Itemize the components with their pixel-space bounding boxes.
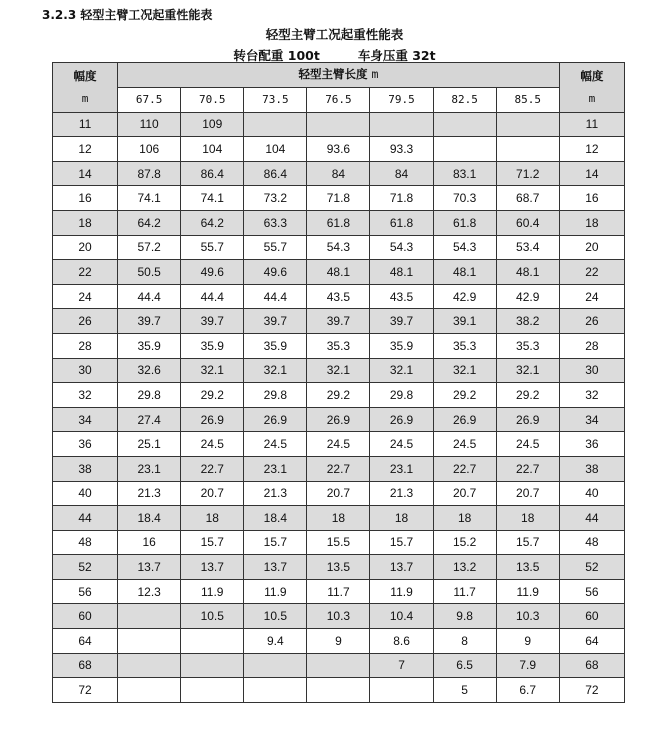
capacity-cell: 22.7	[181, 456, 244, 481]
capacity-cell: 18	[370, 506, 433, 531]
counterweight-label: 转台配重 100t	[233, 48, 320, 63]
table-row	[53, 210, 625, 235]
radius-cell-left: 12	[53, 137, 118, 162]
boom-length-group-header	[118, 63, 560, 88]
boom-length-header: 70.5	[181, 88, 244, 113]
capacity-cell: 24.5	[370, 432, 433, 457]
radius-cell-left: 20	[53, 235, 118, 260]
capacity-cell: 18.4	[244, 506, 307, 531]
table-row	[53, 235, 625, 260]
capacity-cell: 57.2	[118, 235, 181, 260]
capacity-cell: 71.2	[496, 161, 559, 186]
capacity-cell: 23.1	[370, 456, 433, 481]
table-title-block	[0, 26, 669, 65]
capacity-cell: 18	[496, 506, 559, 531]
radius-unit-label: m	[588, 91, 596, 105]
capacity-cell: 18	[307, 506, 370, 531]
radius-cell-left: 72	[53, 678, 118, 703]
radius-cell-right: 12	[559, 137, 624, 162]
table-row	[53, 481, 625, 506]
table-row	[53, 456, 625, 481]
capacity-cell: 8	[433, 629, 496, 654]
radius-cell-left: 22	[53, 260, 118, 285]
radius-header-right	[559, 63, 624, 113]
table-row	[53, 432, 625, 457]
table-row	[53, 161, 625, 186]
capacity-cell: 21.3	[118, 481, 181, 506]
radius-cell-left: 14	[53, 161, 118, 186]
capacity-cell: 22.7	[496, 456, 559, 481]
radius-cell-left: 40	[53, 481, 118, 506]
capacity-cell	[496, 137, 559, 162]
section-heading: 3.2.3 轻型主臂工况起重性能表	[42, 8, 213, 22]
table-row	[53, 407, 625, 432]
capacity-cell: 22.7	[307, 456, 370, 481]
capacity-cell: 71.8	[307, 186, 370, 211]
radius-cell-left: 16	[53, 186, 118, 211]
capacity-cell: 84	[370, 161, 433, 186]
capacity-cell: 18	[433, 506, 496, 531]
radius-cell-right: 11	[559, 112, 624, 137]
radius-cell-right: 18	[559, 210, 624, 235]
radius-cell-right: 16	[559, 186, 624, 211]
capacity-cell: 63.3	[244, 210, 307, 235]
radius-cell-left: 28	[53, 333, 118, 358]
radius-cell-left: 11	[53, 112, 118, 137]
capacity-cell	[244, 678, 307, 703]
radius-cell-left: 18	[53, 210, 118, 235]
capacity-cell: 20.7	[181, 481, 244, 506]
capacity-cell: 29.8	[370, 383, 433, 408]
boom-length-header: 76.5	[307, 88, 370, 113]
table-row	[53, 358, 625, 383]
boom-length-header: 82.5	[433, 88, 496, 113]
capacity-cell	[370, 112, 433, 137]
capacity-cell: 26.9	[181, 407, 244, 432]
capacity-cell: 29.2	[433, 383, 496, 408]
radius-cell-right: 34	[559, 407, 624, 432]
capacity-cell: 39.7	[244, 309, 307, 334]
capacity-cell: 35.9	[181, 333, 244, 358]
radius-cell-right: 60	[559, 604, 624, 629]
radius-cell-right: 22	[559, 260, 624, 285]
radius-cell-left: 48	[53, 530, 118, 555]
radius-cell-right: 24	[559, 284, 624, 309]
radius-cell-right: 14	[559, 161, 624, 186]
capacity-cell	[181, 629, 244, 654]
capacity-cell: 23.1	[118, 456, 181, 481]
boom-length-header: 79.5	[370, 88, 433, 113]
capacity-cell: 26.9	[496, 407, 559, 432]
capacity-cell: 55.7	[181, 235, 244, 260]
capacity-cell: 26.9	[433, 407, 496, 432]
capacity-cell: 48.1	[307, 260, 370, 285]
radius-unit-label: m	[81, 91, 89, 105]
table-row	[53, 555, 625, 580]
capacity-cell: 11.7	[307, 579, 370, 604]
capacity-cell: 20.7	[433, 481, 496, 506]
capacity-cell: 104	[244, 137, 307, 162]
capacity-cell: 10.4	[370, 604, 433, 629]
table-row	[53, 506, 625, 531]
boom-length-group-label: 轻型主臂长度	[298, 67, 368, 82]
capacity-cell: 55.7	[244, 235, 307, 260]
radius-cell-right: 72	[559, 678, 624, 703]
boom-length-header: 67.5	[118, 88, 181, 113]
capacity-cell: 20.7	[307, 481, 370, 506]
capacity-cell: 29.2	[496, 383, 559, 408]
capacity-cell: 84	[307, 161, 370, 186]
capacity-cell: 26.9	[370, 407, 433, 432]
capacity-cell	[496, 112, 559, 137]
capacity-cell: 26.9	[244, 407, 307, 432]
radius-header-left	[53, 63, 118, 113]
radius-cell-left: 64	[53, 629, 118, 654]
capacity-cell: 32.1	[244, 358, 307, 383]
capacity-cell: 15.5	[307, 530, 370, 555]
capacity-cell: 15.7	[496, 530, 559, 555]
capacity-cell: 35.3	[433, 333, 496, 358]
capacity-cell: 49.6	[244, 260, 307, 285]
radius-cell-left: 56	[53, 579, 118, 604]
capacity-cell: 13.7	[118, 555, 181, 580]
capacity-cell: 11.9	[370, 579, 433, 604]
radius-cell-right: 20	[559, 235, 624, 260]
capacity-cell: 9.4	[244, 629, 307, 654]
capacity-cell: 50.5	[118, 260, 181, 285]
radius-cell-left: 38	[53, 456, 118, 481]
radius-cell-right: 30	[559, 358, 624, 383]
capacity-cell: 54.3	[307, 235, 370, 260]
capacity-cell: 61.8	[307, 210, 370, 235]
radius-cell-right: 28	[559, 333, 624, 358]
capacity-cell	[307, 112, 370, 137]
radius-cell-right: 32	[559, 383, 624, 408]
capacity-cell: 93.3	[370, 137, 433, 162]
capacity-cell: 86.4	[244, 161, 307, 186]
capacity-cell: 15.2	[433, 530, 496, 555]
capacity-cell: 13.5	[496, 555, 559, 580]
capacity-cell: 109	[181, 112, 244, 137]
radius-cell-right: 64	[559, 629, 624, 654]
table-row	[53, 678, 625, 703]
capacity-cell: 54.3	[433, 235, 496, 260]
capacity-cell: 9.8	[433, 604, 496, 629]
capacity-cell: 29.8	[244, 383, 307, 408]
capacity-cell: 35.9	[118, 333, 181, 358]
radius-cell-left: 60	[53, 604, 118, 629]
capacity-cell: 13.7	[370, 555, 433, 580]
capacity-cell: 35.9	[370, 333, 433, 358]
capacity-cell: 60.4	[496, 210, 559, 235]
capacity-cell: 93.6	[307, 137, 370, 162]
capacity-cell: 32.1	[433, 358, 496, 383]
capacity-cell: 39.7	[118, 309, 181, 334]
radius-cell-right: 36	[559, 432, 624, 457]
table-row	[53, 112, 625, 137]
capacity-cell: 61.8	[433, 210, 496, 235]
capacity-cell: 70.3	[433, 186, 496, 211]
radius-cell-left: 52	[53, 555, 118, 580]
capacity-cell	[181, 653, 244, 678]
capacity-cell: 7	[370, 653, 433, 678]
radius-cell-right: 52	[559, 555, 624, 580]
capacity-cell: 7.9	[496, 653, 559, 678]
capacity-cell: 61.8	[370, 210, 433, 235]
capacity-cell: 8.6	[370, 629, 433, 654]
capacity-cell: 110	[118, 112, 181, 137]
capacity-cell: 15.7	[244, 530, 307, 555]
capacity-cell: 25.1	[118, 432, 181, 457]
capacity-cell: 64.2	[118, 210, 181, 235]
radius-cell-right: 56	[559, 579, 624, 604]
capacity-cell	[118, 653, 181, 678]
capacity-cell: 13.7	[181, 555, 244, 580]
capacity-cell: 64.2	[181, 210, 244, 235]
capacity-cell: 35.9	[244, 333, 307, 358]
radius-cell-left: 36	[53, 432, 118, 457]
capacity-cell: 32.1	[496, 358, 559, 383]
radius-cell-right: 44	[559, 506, 624, 531]
boom-length-header: 73.5	[244, 88, 307, 113]
capacity-cell: 29.2	[307, 383, 370, 408]
radius-header-label: 幅度	[73, 68, 97, 83]
radius-cell-left: 68	[53, 653, 118, 678]
capacity-cell: 20.7	[496, 481, 559, 506]
capacity-cell: 10.5	[181, 604, 244, 629]
table-title: 轻型主臂工况起重性能表	[265, 27, 404, 42]
radius-cell-right: 48	[559, 530, 624, 555]
capacity-cell: 43.5	[370, 284, 433, 309]
capacity-cell: 11.9	[496, 579, 559, 604]
capacity-cell	[244, 653, 307, 678]
capacity-cell: 73.2	[244, 186, 307, 211]
capacity-cell: 68.7	[496, 186, 559, 211]
capacity-cell: 53.4	[496, 235, 559, 260]
capacity-cell	[307, 678, 370, 703]
capacity-cell: 32.1	[307, 358, 370, 383]
capacity-cell: 44.4	[244, 284, 307, 309]
capacity-cell	[370, 678, 433, 703]
capacity-cell: 16	[118, 530, 181, 555]
table-row	[53, 629, 625, 654]
radius-cell-left: 30	[53, 358, 118, 383]
radius-cell-left: 44	[53, 506, 118, 531]
table-row	[53, 653, 625, 678]
capacity-cell: 35.3	[496, 333, 559, 358]
capacity-cell: 48.1	[370, 260, 433, 285]
capacity-cell: 24.5	[244, 432, 307, 457]
capacity-cell	[181, 678, 244, 703]
table-row	[53, 530, 625, 555]
capacity-cell: 48.1	[496, 260, 559, 285]
radius-header-label: 幅度	[580, 68, 604, 83]
table-row	[53, 284, 625, 309]
capacity-cell: 42.9	[433, 284, 496, 309]
capacity-cell: 32.1	[370, 358, 433, 383]
capacity-cell: 83.1	[433, 161, 496, 186]
radius-cell-right: 68	[559, 653, 624, 678]
capacity-cell: 44.4	[118, 284, 181, 309]
capacity-cell: 39.7	[307, 309, 370, 334]
capacity-cell: 24.5	[307, 432, 370, 457]
capacity-cell: 49.6	[181, 260, 244, 285]
capacity-cell: 13.2	[433, 555, 496, 580]
capacity-cell: 18	[181, 506, 244, 531]
capacity-cell: 32.1	[181, 358, 244, 383]
capacity-cell: 6.5	[433, 653, 496, 678]
capacity-cell: 11.9	[181, 579, 244, 604]
capacity-cell	[118, 629, 181, 654]
table-row	[53, 604, 625, 629]
radius-cell-right: 40	[559, 481, 624, 506]
capacity-cell: 39.1	[433, 309, 496, 334]
capacity-cell: 24.5	[181, 432, 244, 457]
capacity-cell: 86.4	[181, 161, 244, 186]
capacity-cell: 24.5	[496, 432, 559, 457]
capacity-cell: 44.4	[181, 284, 244, 309]
capacity-cell: 24.5	[433, 432, 496, 457]
capacity-cell: 38.2	[496, 309, 559, 334]
capacity-cell: 9	[307, 629, 370, 654]
capacity-cell: 54.3	[370, 235, 433, 260]
capacity-cell	[118, 604, 181, 629]
capacity-cell: 104	[181, 137, 244, 162]
capacity-cell: 27.4	[118, 407, 181, 432]
capacity-cell	[307, 653, 370, 678]
table-row	[53, 186, 625, 211]
capacity-cell: 21.3	[370, 481, 433, 506]
capacity-cell: 43.5	[307, 284, 370, 309]
table-row	[53, 383, 625, 408]
capacity-cell: 35.3	[307, 333, 370, 358]
capacity-cell: 39.7	[370, 309, 433, 334]
boom-length-unit: m	[371, 67, 379, 82]
capacity-cell: 29.8	[118, 383, 181, 408]
radius-cell-left: 34	[53, 407, 118, 432]
capacity-cell: 12.3	[118, 579, 181, 604]
boom-length-header: 85.5	[496, 88, 559, 113]
body-load-label: 车身压重 32t	[357, 48, 436, 63]
capacity-cell: 21.3	[244, 481, 307, 506]
capacity-cell: 106	[118, 137, 181, 162]
capacity-cell: 10.3	[307, 604, 370, 629]
table-header	[53, 63, 625, 113]
table-row	[53, 579, 625, 604]
radius-cell-right: 38	[559, 456, 624, 481]
capacity-cell: 11.7	[433, 579, 496, 604]
capacity-cell: 13.5	[307, 555, 370, 580]
capacity-cell: 15.7	[370, 530, 433, 555]
radius-cell-left: 24	[53, 284, 118, 309]
table-row	[53, 309, 625, 334]
table-body	[53, 112, 625, 702]
radius-cell-left: 26	[53, 309, 118, 334]
capacity-cell: 22.7	[433, 456, 496, 481]
capacity-cell: 6.7	[496, 678, 559, 703]
capacity-cell: 26.9	[307, 407, 370, 432]
capacity-cell: 42.9	[496, 284, 559, 309]
capacity-cell: 48.1	[433, 260, 496, 285]
capacity-cell: 15.7	[181, 530, 244, 555]
capacity-cell: 10.5	[244, 604, 307, 629]
table-row	[53, 137, 625, 162]
capacity-cell	[118, 678, 181, 703]
capacity-cell: 71.8	[370, 186, 433, 211]
radius-cell-right: 26	[559, 309, 624, 334]
capacity-cell: 29.2	[181, 383, 244, 408]
table-row	[53, 333, 625, 358]
boom-length-row	[53, 88, 625, 113]
radius-cell-left: 32	[53, 383, 118, 408]
capacity-cell: 13.7	[244, 555, 307, 580]
capacity-cell: 23.1	[244, 456, 307, 481]
capacity-cell: 10.3	[496, 604, 559, 629]
capacity-cell: 18.4	[118, 506, 181, 531]
capacity-cell	[244, 112, 307, 137]
capacity-cell: 39.7	[181, 309, 244, 334]
capacity-cell: 9	[496, 629, 559, 654]
table-row	[53, 260, 625, 285]
capacity-cell: 74.1	[118, 186, 181, 211]
capacity-cell	[433, 112, 496, 137]
capacity-cell: 11.9	[244, 579, 307, 604]
capacity-cell: 74.1	[181, 186, 244, 211]
capacity-cell: 5	[433, 678, 496, 703]
capacity-cell: 87.8	[118, 161, 181, 186]
capacity-cell: 32.6	[118, 358, 181, 383]
capacity-cell	[433, 137, 496, 162]
load-chart-table	[52, 62, 625, 703]
